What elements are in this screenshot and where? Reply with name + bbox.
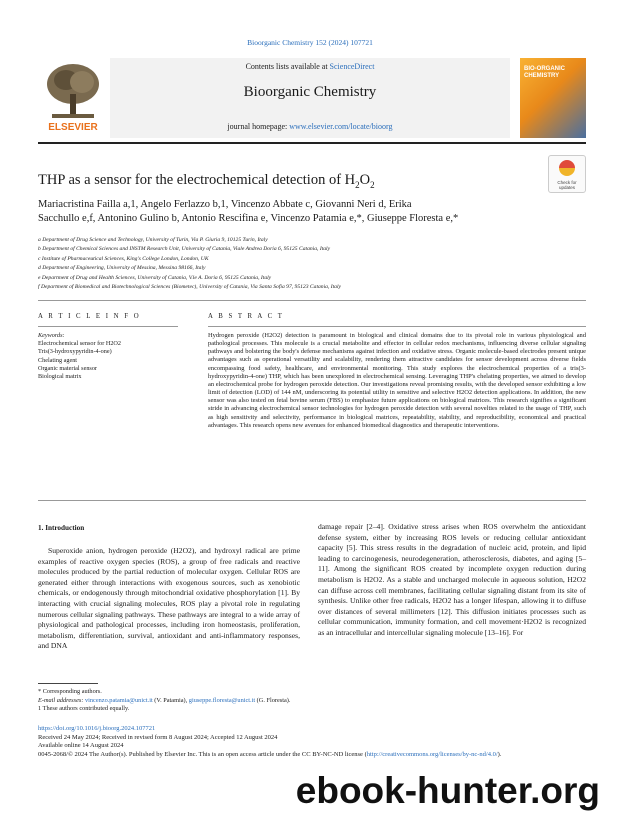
doi-link[interactable]: https://doi.org/10.1016/j.bioorg.2024.107721 (38, 725, 156, 732)
affiliation-item: f Department of Biomedical and Biotechnological Sciences (Biometec), University of Catania, Via Santa Sofia 97, 95123 Catania, Italy (38, 284, 341, 291)
crossmark-badge[interactable] (548, 155, 586, 193)
elsevier-logo (38, 58, 108, 136)
license-suffix: ). (497, 750, 502, 758)
abstract-rule (208, 326, 586, 327)
email-link-patamia[interactable]: vincenzo.patamia@unict.it (85, 696, 153, 704)
license-prefix: 0045-2068/© 2024 The Author(s). Published by Elsevier Inc. This is an open access article under the CC BY-NC-ND license ( (38, 750, 367, 758)
homepage-link[interactable]: www.elsevier.com/locate/bioorg (289, 122, 393, 131)
title-sub-1: 2 (355, 179, 360, 190)
email-line (38, 697, 586, 706)
article-info-rule (38, 326, 178, 327)
keywords-block (38, 332, 198, 381)
keyword-item: Organic material sensor (38, 364, 97, 372)
contents-line (110, 62, 510, 71)
publication-info (38, 725, 586, 759)
title-main: THP as a sensor for the electrochemical detection of H (38, 172, 356, 188)
received-dates: Received 24 May 2024; Received in revised form 8 August 2024; Accepted 12 August 2024 (38, 733, 278, 741)
affiliation-item: e Department of Drug and Health Sciences, University of Catania, V.le A. Doria 6, 95125 Catania, Italy (38, 274, 272, 281)
body-divider (38, 500, 586, 501)
affiliation-item: c Institute of Pharmaceutical Sciences, King's College London, London, UK (38, 255, 209, 262)
keyword-item: Chelating agent (38, 356, 78, 364)
intro-left-column: Superoxide anion, hydrogen peroxide (H2O2), and hydroxyl radical are prime examples of reactive oxygen species (ROS), a group of free radicals and reactive molecules produced by the partial reduction of molecular oxygen. Cellular ROS are generated either through interactions with exogenous sources, such as xenobiotic chemicals, or endogenously through mitochondrial oxidative phosphorylation [1]. By interacting with crucial signaling molecules, ROS play a pivotal role in regulating numerous cellular signaling pathways. These pathways are integral to a wide array of physiological and pathological processes, including iron homeostasis, proliferation, metabolism, differentiation, survival, antioxidant and anti-inflammatory responses, and DNA (38, 546, 300, 651)
title-mid: O (359, 172, 371, 188)
email-name-patamia: (V. Patamia), (152, 696, 189, 704)
corresponding-note: * Corresponding authors. (38, 688, 102, 695)
article-title (38, 172, 538, 190)
keyword-item: Biological matrix (38, 373, 82, 381)
license-line (38, 751, 586, 760)
intro-right-column: damage repair [2–4]. Oxidative stress arises when ROS overwhelm the antioxidant defense system, either by increasing ROS levels or reducing cellular antioxidant capacity [5]. This stress results in the degradation of nucleic acid, protein, and lipid leading to carcinogenesis, neurodegeneration, atherosclerosis, diabetes, and aging [5–11]. Among the significant ROS created by incomplete oxygen reduction during metabolism is H2O2. As a stable and uncharged molecule in aqueous solution, H2O2 can diffuse across cell membranes, facilitating cellular signaling distant from its site of synthesis. Unlike other free radicals, H2O2 has a longer lifespan, allowing it to diffuse over distances of several millimeters [12]. This diffusion initiates processes such as cellular communication, immunity formation, and cell movement·H2O2 is recognized as an intracellular and intercellular signaling molecule [13–16]. For (318, 522, 586, 637)
journal-reference[interactable]: Bioorganic Chemistry 152 (2024) 107721 (247, 38, 373, 47)
authors-line-1[interactable]: Mariacristina Failla a,1, Angelo Ferlazzo b,1, Vincenzo Abbate c, Giovanni Neri d, Erika (38, 199, 412, 210)
email-label: E-mail addresses: (38, 696, 85, 704)
publisher-name: ELSEVIER (48, 122, 98, 133)
journal-cover[interactable] (520, 58, 586, 138)
cover-title: BIO-ORGANIC CHEMISTRY (524, 66, 565, 79)
email-name-floresta: (G. Floresta). (255, 696, 291, 704)
journal-homepage (110, 122, 510, 131)
keyword-item: Tris(3-hydroxypyridin-4-one) (38, 348, 112, 356)
affiliation-item: b Department of Chemical Sciences and INSTM Research Unit, University of Catania, Viale Andrea Doria 6, 95125 Catania, Italy (38, 246, 331, 253)
journal-name: Bioorganic Chemistry (243, 84, 377, 100)
affiliation-item: d Department of Engineering, University of Messina, Messina 98166, Italy (38, 265, 206, 272)
keywords-label: Keywords: (38, 332, 65, 339)
header-divider (38, 142, 586, 144)
footnotes (38, 688, 586, 714)
abstract-text: Hydrogen peroxide (H2O2) detection is paramount in biological and clinical domains due to its pivotal role in various physiological and pathological processes. This molecule is a crucial metabolite and effector in cellular redox mechanisms, influencing diverse cellular signaling pathways and bolstering the body's defense mechanisms against infection and oxidative stress. Organic molecule-based electrodes present unique advantages such as operational versatility and scalability, rendering them attractive candidates for sensor development across diverse fields encompassing food safety, healthcare, and environmental monitoring. This study explores the electrochemical properties of a tris(3-hydroxypyridin-4-one) THP, which has been unexplored in electrochemical sensing. Leveraging THP's chelating properties, we aimed to develop an electrochemical probe for hydrogen peroxide detection. Our investigations reveal promising results, with the developed sensor exhibiting a low limit of detection (LOD) of 144 nM, underscoring its potential utility in sensitive and selective H2O2 detection applications. In addition, the new sensor was also tested on fetal bovine serum (FBS) to emphasize future applications on biological matrices. This research signifies a significant stride in advancing electrochemical sensor technologies for hydrogen peroxide detection with several novelties related to the usage of THP, such as high sensitivity and selectivity, performance in biological matrices, repeatability, stability, and reproducibility, economical and practical advantages. This research opens new avenues for enhanced biomedical diagnostics and therapeutic interventions. (208, 332, 586, 429)
affiliation-item: a Department of Drug Science and Technology, University of Turin, Via P. Giuria 9, 10125 Turin, Italy (38, 237, 268, 243)
section-divider (38, 300, 586, 301)
sciencedirect-link[interactable]: ScienceDirect (329, 62, 375, 71)
license-link[interactable]: http://creativecommons.org/licenses/by-nc-nd/4.0/ (366, 750, 498, 758)
author-list (38, 198, 548, 226)
title-sub-2: 2 (370, 179, 375, 190)
authors-line-2[interactable]: Sacchullo e,f, Antonino Gulino b, Antonio Rescifina e, Vincenzo Patamia e,*, Giuseppe Floresta e,* (38, 213, 459, 224)
homepage-prefix: journal homepage: (227, 122, 290, 131)
article-info-heading: A R T I C L E I N F O (38, 313, 141, 320)
introduction-heading: 1. Introduction (38, 524, 85, 532)
equal-contribution-note: 1 These authors contributed equally. (38, 705, 130, 713)
contents-prefix: Contents lists available at (245, 62, 330, 71)
crossmark-icon (559, 160, 575, 176)
watermark: ebook-hunter.org (295, 770, 600, 811)
crossmark-label: Check for updates (557, 180, 577, 190)
online-date: Available online 14 August 2024 (38, 742, 124, 750)
footnote-rule (38, 683, 98, 684)
email-link-floresta[interactable]: giuseppe.floresta@unict.it (188, 696, 256, 704)
keyword-item: Electrochemical sensor for H2O2 (38, 340, 121, 348)
affiliations (38, 236, 586, 292)
abstract-heading: A B S T R A C T (208, 313, 284, 320)
